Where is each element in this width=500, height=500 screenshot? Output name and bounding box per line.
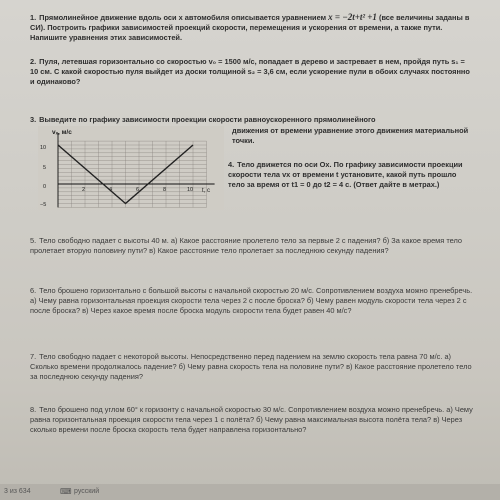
y-tick-label: 0 (43, 184, 47, 190)
x-axis-label: t, с (202, 188, 211, 194)
x-tick-label: 2 (82, 187, 86, 193)
task-4 (228, 160, 474, 190)
task-text: Тело свободно падает с некоторой высоты. Непосредственно перед падением на землю скорость тела равна 70 м/с. а) Сколько времени продолжалось падение? б) Чему равна скорость тела на половине пути? в) Какое расстояние пролетело тело за последнюю секунду падения? (30, 352, 472, 381)
y-tick-label: −5 (40, 202, 47, 208)
task-2 (30, 57, 475, 87)
velocity-time-graph (38, 126, 224, 210)
task-number: 6. (30, 286, 37, 295)
graph-background (38, 126, 224, 210)
task-number: 7. (30, 352, 37, 361)
x-tick-label: 10 (187, 187, 194, 193)
x-tick-label: 4 (109, 187, 113, 193)
y-axis-label: vₓ, м/с (52, 129, 72, 136)
task-6 (30, 286, 475, 316)
task-number: 8. (30, 405, 37, 414)
task-7 (30, 352, 475, 382)
task-3-continuation (232, 126, 474, 146)
taskbar (0, 484, 500, 500)
y-tick-label: 5 (43, 165, 47, 171)
task-number: 2. (30, 57, 37, 66)
y-tick-label: 10 (40, 145, 47, 151)
task-number: 1. (30, 13, 37, 22)
task-text-cont: движения от времени уравнение этого движения материальной точки. (232, 126, 469, 145)
task-text: Пуля, летевшая горизонтально со скоростью v₀ = 1500 м/с, попадает в дерево и застревает в нем, пройдя путь s₁ = 10 см. С какой скоростью пуля выйдет из доски толщиной s₂ = 3,6 см, если ускорение пули в обоих случаях постоянно и одинаково? (30, 57, 470, 86)
task-number: 3. (30, 115, 37, 124)
task-text: Прямолинейное движение вдоль оси х автомобиля описывается уравнением (39, 13, 327, 22)
task-1 (30, 12, 475, 43)
task-number: 5. (30, 236, 37, 245)
task-text: Тело движется по оси Ох. По графику зависимости проекции скорости тела vx от времени t установите, какой путь прошло тело за время от t1 = 0 до t2 = 4 с. (Ответ дайте в метрах.) (228, 160, 463, 189)
x-tick-label: 6 (136, 187, 140, 193)
task-number: 4. (228, 160, 235, 169)
x-tick-label: 8 (163, 187, 167, 193)
task-formula: x = −2t+t² +1 (328, 12, 377, 22)
task-text: Тело брошено под углом 60° к горизонту с начальной скоростью 30 м/с. Сопротивлением воздуха можно пренебречь. а) Чему равна горизонтальная проекция скорости тела через 1 с полёта? б) Чему равна максимальная высота полёта тела? в) Через сколько времени после броска скорость тела будет направлена горизонтально? (30, 405, 473, 434)
page-counter: 3 из 634 (4, 488, 31, 495)
keyboard-icon[interactable]: ⌨ (60, 487, 72, 496)
task-text-cont: (все величины заданы в СИ). Построить графики зависимостей проекций скорости, перемещения и ускорения от времени, а также пути. Напишите уравнения этих зависимостей. (30, 13, 470, 42)
task-text: Тело брошено горизонтально с большой высоты с начальной скоростью 20 м/с. Сопротивлением воздуха можно пренебречь. а) Чему равна горизонтальная проекция скорости тела через 2 с после броска? б) Чему равен модуль скорости тела через 2 с после броска? в) Через какое время после броска модуль скорости тела будет равен 40 м/с? (30, 286, 473, 315)
task-5 (30, 236, 475, 256)
task-text: Выведите по графику зависимости проекции скорости равноускоренного прямолинейного (39, 115, 376, 124)
task-3 (30, 115, 475, 125)
task-8 (30, 405, 475, 435)
task-text: Тело свободно падает с высоты 40 м. а) Какое расстояние пролетело тело за первые 2 с падения? б) За какое время тело пролетает вторую половину пути? в) Какое расстояние тело пролетает за последнюю секунду падения? (30, 236, 462, 255)
language-indicator[interactable]: русский (74, 488, 100, 495)
